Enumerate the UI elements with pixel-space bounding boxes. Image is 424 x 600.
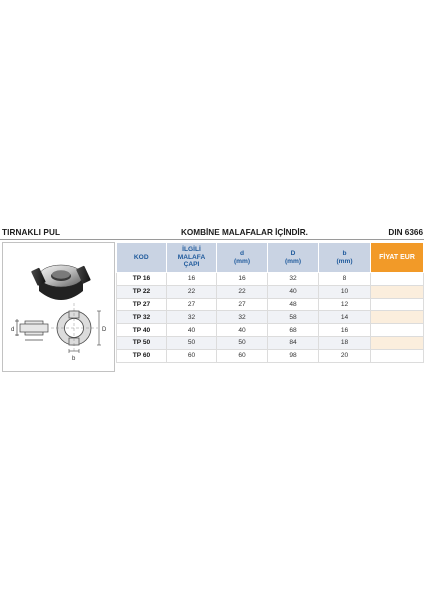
table-row (117, 349, 424, 362)
product-title: TIRNAKLI PUL (2, 228, 61, 237)
cell-kod: TP 50 (117, 336, 167, 349)
dim-label-d: d (11, 327, 15, 333)
cell-malafa: 32 (167, 311, 217, 324)
spec-table-body (117, 273, 424, 363)
cell-d: 32 (217, 311, 268, 324)
cell-d: 22 (217, 285, 268, 298)
column-b-header (319, 243, 371, 273)
header-line: D (290, 249, 296, 257)
cell-price (371, 336, 424, 349)
header-line: ÇAPI (183, 261, 200, 269)
washer-side-view (15, 319, 48, 340)
cell-malafa: 27 (167, 298, 217, 311)
washer-front-view (51, 303, 101, 353)
cell-price (371, 349, 424, 362)
cell-d: 16 (217, 273, 268, 286)
header-line: İLGİLİ (182, 246, 201, 254)
cell-malafa: 22 (167, 285, 217, 298)
dim-label-b: b (72, 356, 76, 362)
cell-d: 27 (217, 298, 268, 311)
product-drawing-panel (2, 242, 115, 372)
header-line: MALAFA (177, 253, 206, 261)
cell-D: 68 (268, 324, 319, 337)
header-line: b (342, 249, 347, 257)
cell-malafa: 60 (167, 349, 217, 362)
cell-D: 58 (268, 311, 319, 324)
header-line: (mm) (233, 257, 251, 265)
cell-malafa: 16 (167, 273, 217, 286)
cell-kod: TP 16 (117, 273, 167, 286)
cell-malafa: 40 (167, 324, 217, 337)
table-row (117, 336, 424, 349)
header-line: (mm) (284, 257, 302, 265)
cell-b: 16 (319, 324, 371, 337)
column-D-header (268, 243, 319, 273)
cell-price (371, 298, 424, 311)
column-price-header (371, 243, 424, 273)
table-row (117, 311, 424, 324)
cell-D: 40 (268, 285, 319, 298)
cell-b: 12 (319, 298, 371, 311)
table-row (117, 298, 424, 311)
cell-D: 48 (268, 298, 319, 311)
cell-d: 40 (217, 324, 268, 337)
header-line: (mm) (336, 257, 353, 265)
spec-table-head (117, 243, 424, 273)
standard-code: DIN 6366 (388, 228, 423, 237)
cell-b: 8 (319, 273, 371, 286)
cell-d: 50 (217, 336, 268, 349)
product-subtitle: KOMBİNE MALAFALAR İÇİNDİR. (181, 228, 308, 237)
cell-b: 20 (319, 349, 371, 362)
cell-kod: TP 32 (117, 311, 167, 324)
cell-price (371, 324, 424, 337)
header-line: d (239, 249, 245, 257)
table-row (117, 324, 424, 337)
dim-label-D: D (102, 327, 107, 333)
cell-b: 14 (319, 311, 371, 324)
column-kod-header (117, 243, 167, 273)
cell-price (371, 273, 424, 286)
column-malafa-header (167, 243, 217, 273)
cell-kod: TP 27 (117, 298, 167, 311)
washer-3d-image (31, 265, 91, 300)
header-line: FİYAT EUR (379, 253, 415, 261)
cell-d: 60 (217, 349, 268, 362)
header-divider (0, 239, 424, 240)
table-row (117, 273, 424, 286)
cell-D: 32 (268, 273, 319, 286)
cell-price (371, 285, 424, 298)
cell-price (371, 311, 424, 324)
cell-kod: TP 22 (117, 285, 167, 298)
tab-washer-drawing (3, 243, 114, 371)
spec-table (116, 243, 424, 363)
header-line: KOD (133, 253, 149, 261)
cell-b: 18 (319, 336, 371, 349)
cell-kod: TP 60 (117, 349, 167, 362)
cell-malafa: 50 (167, 336, 217, 349)
cell-b: 10 (319, 285, 371, 298)
cell-D: 98 (268, 349, 319, 362)
column-d-header (217, 243, 268, 273)
cell-D: 84 (268, 336, 319, 349)
cell-kod: TP 40 (117, 324, 167, 337)
table-row (117, 285, 424, 298)
